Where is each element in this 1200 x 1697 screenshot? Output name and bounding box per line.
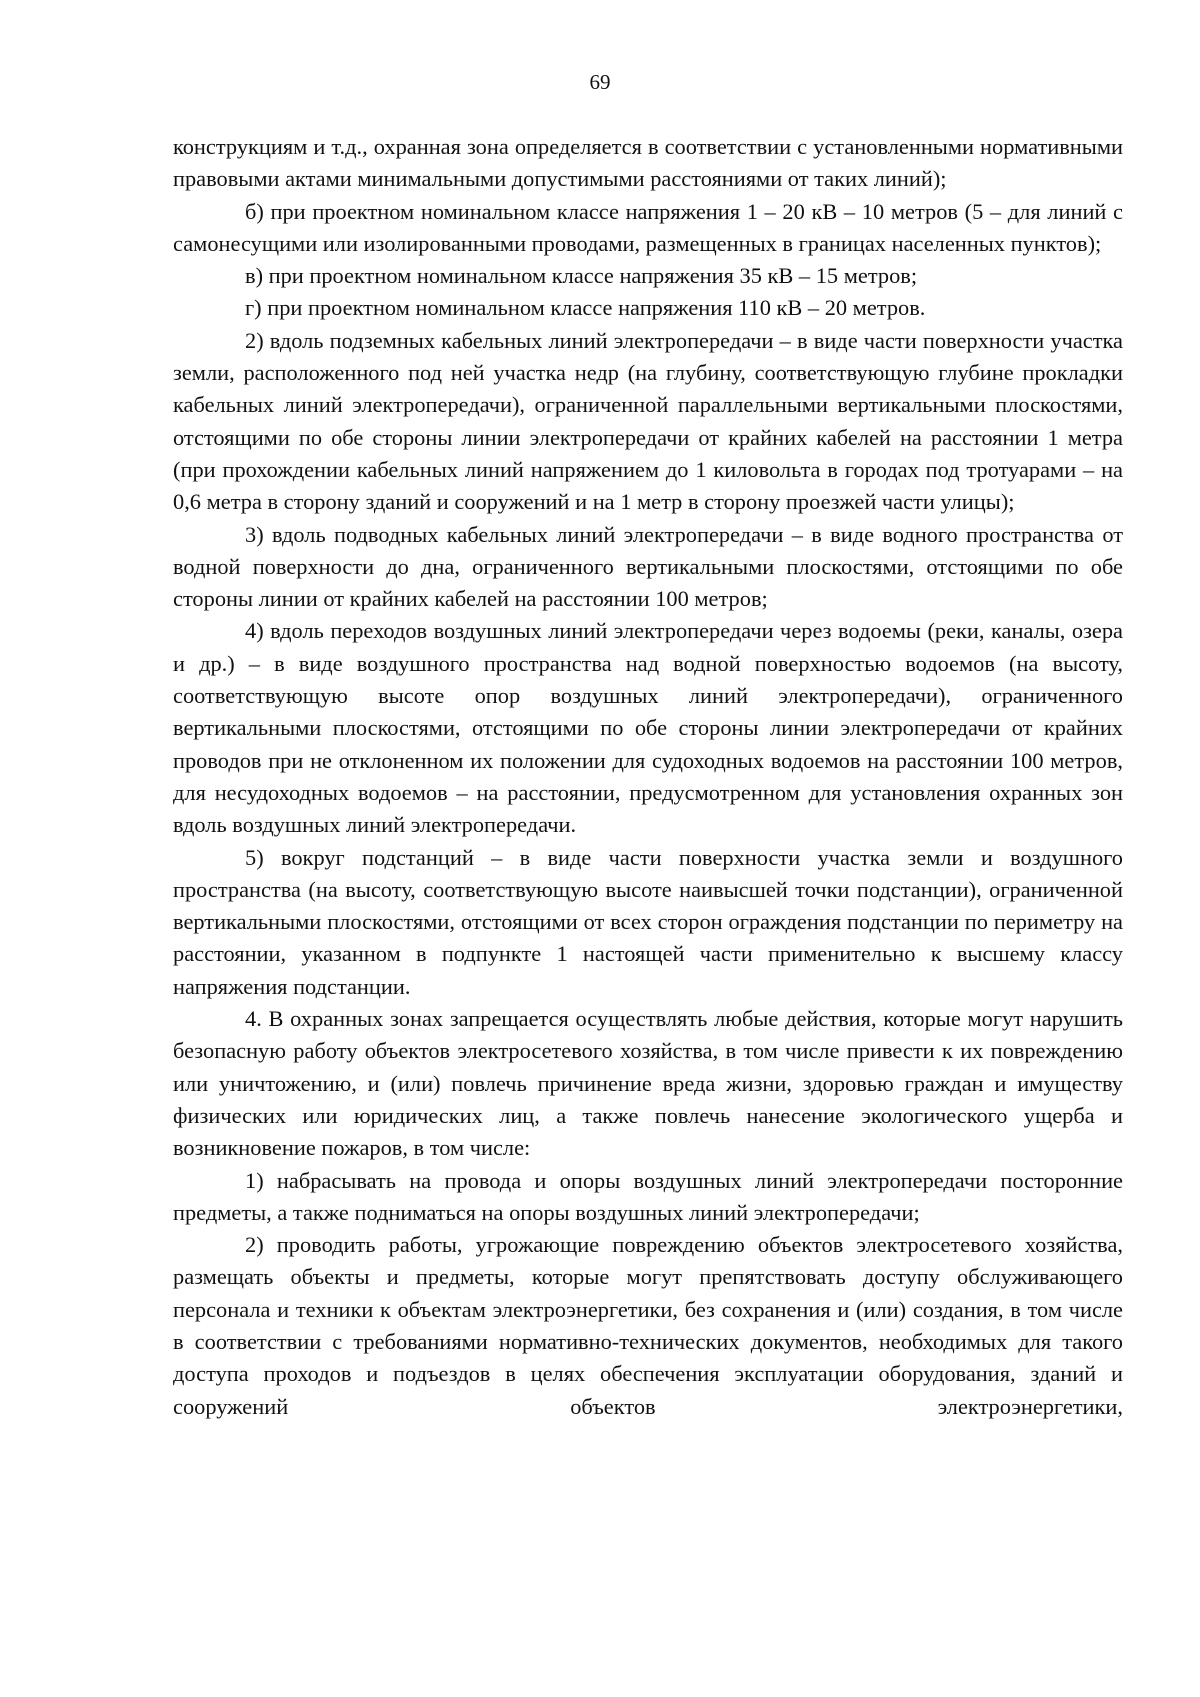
document-body [173, 131, 1123, 1423]
paragraph: 4. В охранных зонах запрещается осуществлять любые действия, которые могут нарушить безопасную работу объектов электросетевого хозяйства, в том числе привести к их повреждению или уничтожению, и (или) повлечь причинение вреда жизни, здоровью граждан и имуществу физических или юридических лиц, а также повлечь нанесение экологического ущерба и возникновение пожаров, в том числе: [173, 1006, 1123, 1161]
paragraph: 3) вдоль подводных кабельных линий электропередачи – в виде водного пространства от водной поверхности до дна, ограниченного вертикальными плоскостями, отстоящими по обе стороны линии от крайних кабелей на расстоянии 100 метров; [173, 521, 1123, 612]
paragraph: в) при проектном номинальном классе напряжения 35 кВ – 15 метров; [245, 263, 918, 289]
paragraph: 5) вокруг подстанций – в виде части поверхности участка земли и воздушного пространства (на высоту, соответствующую высоте наивысшей точки подстанции), ограниченной вертикальными плоскостями, отстоящими от всех сторон ограждения подстанции по периметру на расстоянии, указанном в подпункте 1 настоящей части применительно к высшему классу напряжения подстанции. [173, 844, 1123, 999]
paragraph: г) при проектном номинальном классе напряжения 110 кВ – 20 метров. [245, 295, 926, 321]
paragraph-continuation: конструкциям и т.д., охранная зона определяется в соответствии с установленными нормативными правовыми актами минимальными допустимыми расстояниями от таких линий); [173, 134, 1123, 192]
paragraph: 1) набрасывать на провода и опоры воздушных линий электропередачи посторонние предметы, а также подниматься на опоры воздушных линий электропередачи; [173, 1167, 1123, 1225]
paragraph: 2) вдоль подземных кабельных линий электропередачи – в виде части поверхности участка земли, расположенного под ней участка недр (на глубину, соответствующую глубине прокладки кабельных линий электропередачи), ограниченной параллельными вертикальными плоскостями, отстоящими по обе стороны линии электропередачи от крайних кабелей на расстоянии 1 метра (при прохождении кабельных линий напряжением до 1 киловольта в городах под тротуарами – на 0,6 метра в сторону зданий и сооружений и на 1 метр в сторону проезжей части улицы); [173, 327, 1123, 515]
paragraph: 4) вдоль переходов воздушных линий электропередачи через водоемы (реки, каналы, озера и др.) – в виде воздушного пространства над водной поверхностью водоемов (на высоту, соответствующую высоте опор воздушных линий электропередачи), ограниченного вертикальными плоскостями, отстоящими по обе стороны линии электропередачи от крайних проводов при не отклоненном их положении для судоходных водоемов на расстоянии 100 метров, для несудоходных водоемов – на расстоянии, предусмотренном для установления охранных зон вдоль воздушных линий электропередачи. [173, 618, 1123, 838]
page-number: 69 [589, 70, 611, 94]
paragraph: б) при проектном номинальном классе напряжения 1 – 20 кВ – 10 метров (5 – для линий с самонесущими или изолированными проводами, размещенных в границах населенных пунктов); [173, 198, 1123, 256]
paragraph: 2) проводить работы, угрожающие повреждению объектов электросетевого хозяйства, размещать объекты и предметы, которые могут препятствовать доступу обслуживающего персонала и техники к объектам электроэнергетики, без сохранения и (или) создания, в том числе в соответствии с требованиями нормативно-технических документов, необходимых для такого доступа проходов и подъездов в целях обеспечения эксплуатации оборудования, зданий и сооружений объектов электроэнергетики, [173, 1232, 1123, 1419]
